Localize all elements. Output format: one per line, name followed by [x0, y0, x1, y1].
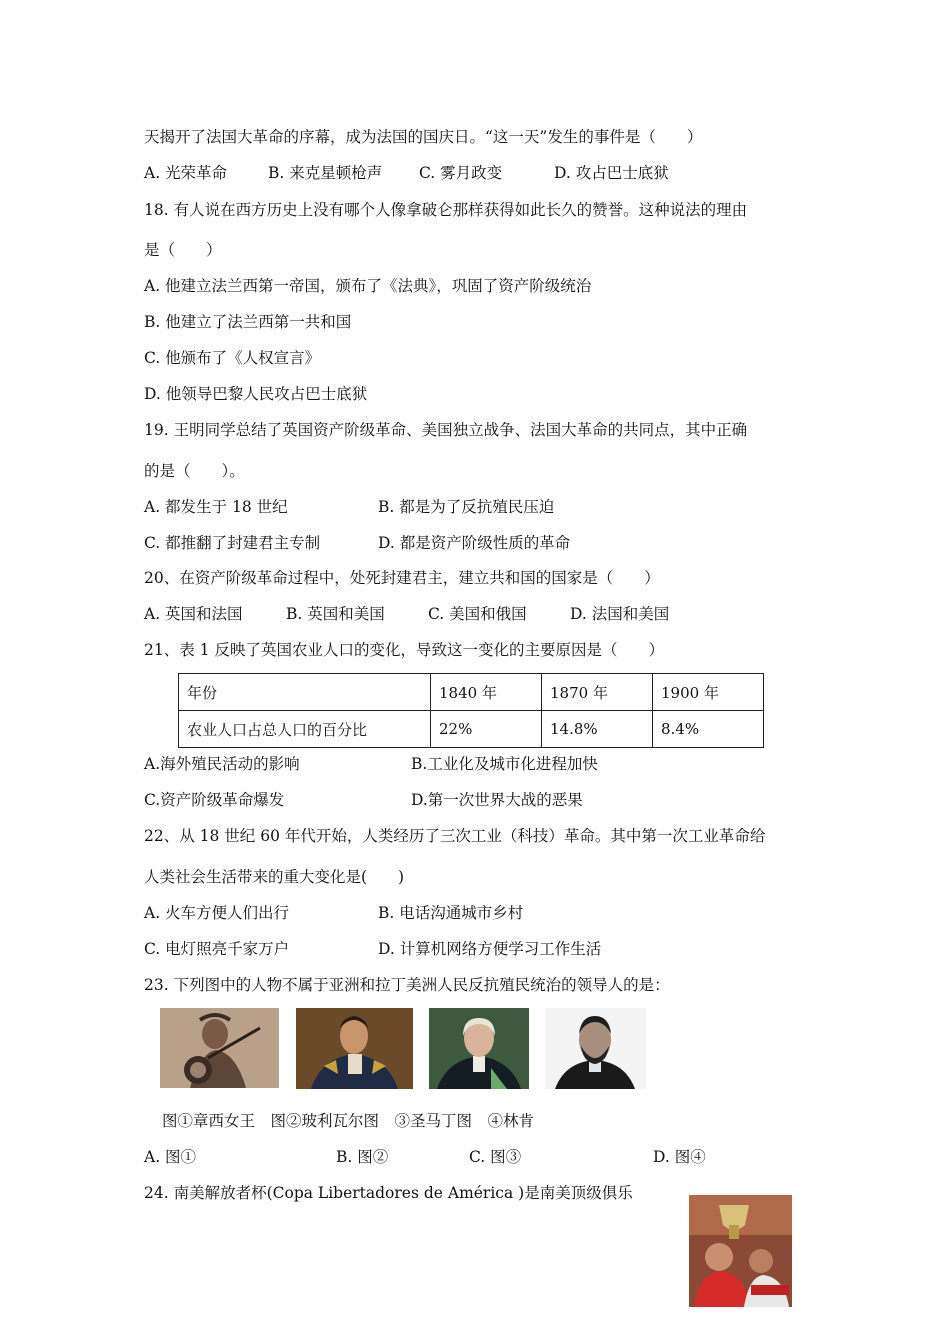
q22-option-a: A. 火车方便人们出行 [144, 904, 290, 922]
q22-stem-line1: 22、从 18 世纪 60 年代开始，人类经历了三次工业（科技）革命。其中第一次工业革命给 [144, 827, 766, 845]
q23-option-d: D. 图④ [653, 1148, 706, 1166]
q21-option-d: D.第一次世界大战的恶果 [411, 791, 583, 809]
q20-stem: 20、在资产阶级革命过程中，处死封建君主，建立共和国的国家是（ ） [144, 569, 660, 587]
q17-option-c: C. 雾月政变 [419, 164, 503, 182]
q18-stem-line2: 是（ ） [144, 241, 222, 259]
table-cell: 1900 年 [653, 674, 764, 711]
table-row [179, 711, 764, 748]
intro-line: 天揭开了法国大革命的序幕，成为法国的国庆日。“这一天”发生的事件是（ ） [144, 128, 703, 146]
q19-option-b: B. 都是为了反抗殖民压迫 [378, 498, 555, 516]
q24-stem: 24. 南美解放者杯(Copa Libertadores de América )是南美顶级俱乐 [144, 1184, 633, 1202]
q20-option-a: A. 英国和法国 [144, 605, 243, 623]
table-cell: 1840 年 [431, 674, 542, 711]
q19-option-d: D. 都是资产阶级性质的革命 [378, 534, 571, 552]
q18-option-b: B. 他建立了法兰西第一共和国 [144, 313, 352, 331]
q19-stem-line2: 的是（ ）。 [144, 462, 245, 480]
q22-option-b: B. 电话沟通城市乡村 [378, 904, 524, 922]
q17-option-b: B. 来克星顿枪声 [268, 164, 383, 182]
portrait-bolivar-image [296, 1008, 413, 1089]
q18-option-d: D. 他领导巴黎人民攻占巴士底狱 [144, 385, 368, 403]
table-cell: 年份 [179, 674, 431, 711]
q19-option-a: A. 都发生于 18 世纪 [144, 498, 288, 516]
q18-stem-line1: 18. 有人说在西方历史上没有哪个人像拿破仑那样获得如此长久的赞誉。这种说法的理由 [144, 201, 748, 219]
table-row [179, 674, 764, 711]
q20-option-c: C. 美国和俄国 [428, 605, 527, 623]
table-cell: 农业人口占总人口的百分比 [179, 711, 431, 748]
portrait-lincoln-image [545, 1008, 646, 1089]
q17-option-d: D. 攻占巴士底狱 [554, 164, 669, 182]
table-cell: 1870 年 [542, 674, 653, 711]
table-cell: 8.4% [653, 711, 764, 748]
q21-option-c: C.资产阶级革命爆发 [144, 791, 285, 809]
portrait-san-martin-image [429, 1008, 529, 1089]
q23-option-c: C. 图③ [469, 1148, 522, 1166]
q22-option-c: C. 电灯照亮千家万户 [144, 940, 290, 958]
q23-caption: 图①章西女王 图②玻利瓦尔图 ③圣马丁图 ④林肯 [162, 1112, 535, 1130]
q23-option-a: A. 图① [144, 1148, 197, 1166]
q20-option-b: B. 英国和美国 [286, 605, 385, 623]
q19-stem-line1: 19. 王明同学总结了英国资产阶级革命、美国独立战争、法国大革命的共同点，其中正确 [144, 421, 748, 439]
portrait-rani-image [160, 1008, 279, 1088]
q22-option-d: D. 计算机网络方便学习工作生活 [378, 940, 602, 958]
table-cell: 14.8% [542, 711, 653, 748]
q17-option-a: A. 光荣革命 [144, 164, 228, 182]
q18-option-c: C. 他颁布了《人权宣言》 [144, 349, 321, 367]
q23-stem: 23. 下列图中的人物不属于亚洲和拉丁美洲人民反抗殖民统治的领导人的是： [144, 976, 670, 994]
farm-population-table [178, 673, 764, 748]
q20-option-d: D. 法国和美国 [570, 605, 670, 623]
q22-stem-line2: 人类社会生活带来的重大变化是( ) [144, 868, 405, 886]
table-cell: 22% [431, 711, 542, 748]
q18-option-a: A. 他建立法兰西第一帝国，颁布了《法典》，巩固了资产阶级统治 [144, 277, 592, 295]
q23-option-b: B. 图② [336, 1148, 389, 1166]
q21-stem: 21、表 1 反映了英国农业人口的变化，导致这一变化的主要原因是（ ） [144, 641, 664, 659]
q21-option-b: B.工业化及城市化进程加快 [411, 755, 598, 773]
q21-option-a: A.海外殖民活动的影响 [144, 755, 300, 773]
trophy-photo-image [689, 1195, 792, 1307]
q19-option-c: C. 都推翻了封建君主专制 [144, 534, 321, 552]
